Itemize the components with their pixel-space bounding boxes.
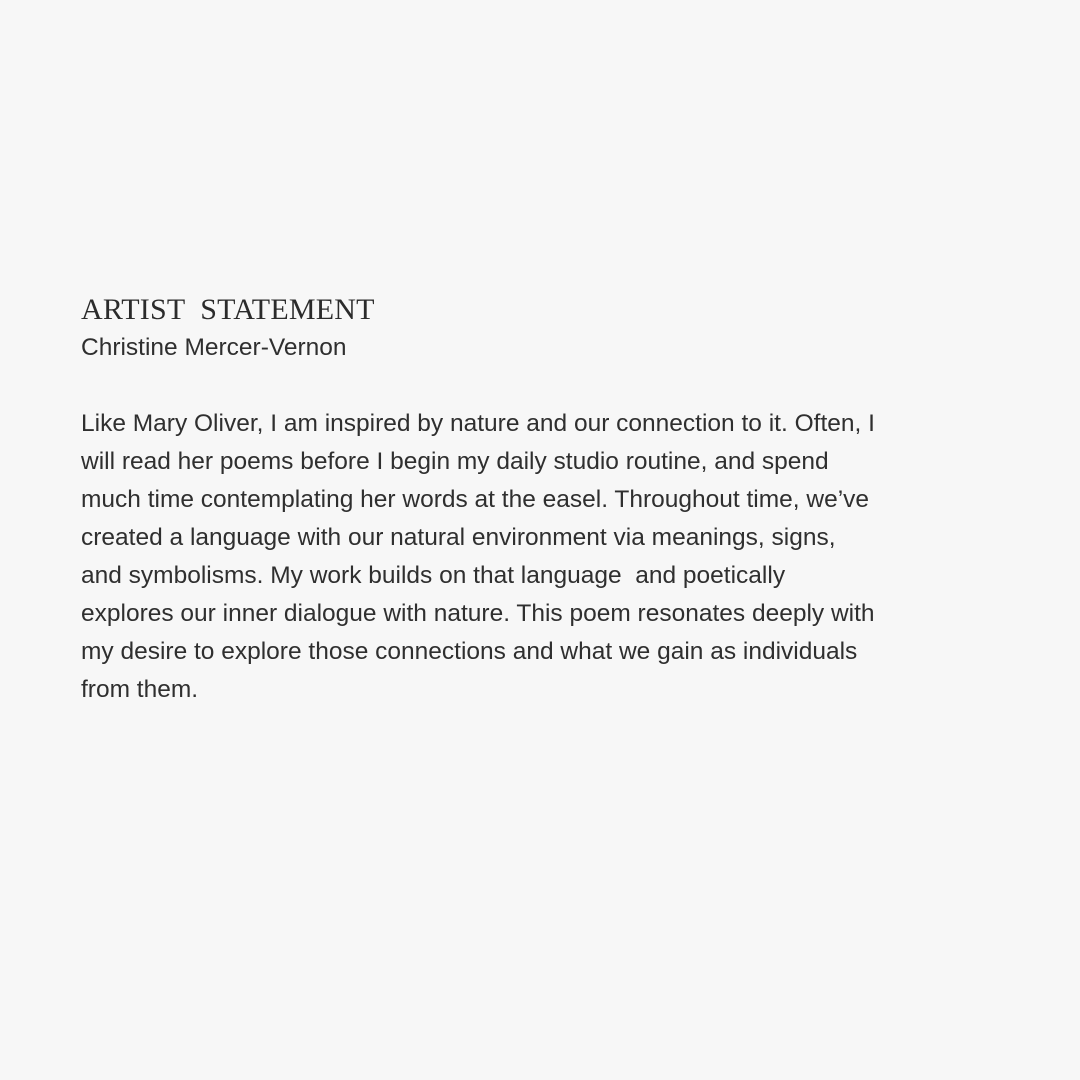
statement-line: from them. (81, 676, 199, 703)
statement-line: and symbolisms. My work builds on that language and poetically (81, 562, 786, 589)
artist-name: Christine Mercer-Vernon (81, 334, 347, 361)
statement-title: ARTIST STATEMENT (81, 293, 375, 326)
statement-line: my desire to explore those connections and what we gain as individuals (81, 638, 858, 665)
artist-statement (81, 290, 1011, 709)
statement-line: Like Mary Oliver, I am inspired by nature and our connection to it. Often, I (81, 410, 875, 437)
statement-line: explores our inner dialogue with nature. This poem resonates deeply with (81, 600, 875, 627)
statement-line: created a language with our natural environment via meanings, signs, (81, 524, 836, 551)
statement-body (81, 405, 1011, 709)
statement-line: will read her poems before I begin my daily studio routine, and spend (81, 448, 829, 475)
statement-line: much time contemplating her words at the easel. Throughout time, we’ve (81, 486, 870, 513)
